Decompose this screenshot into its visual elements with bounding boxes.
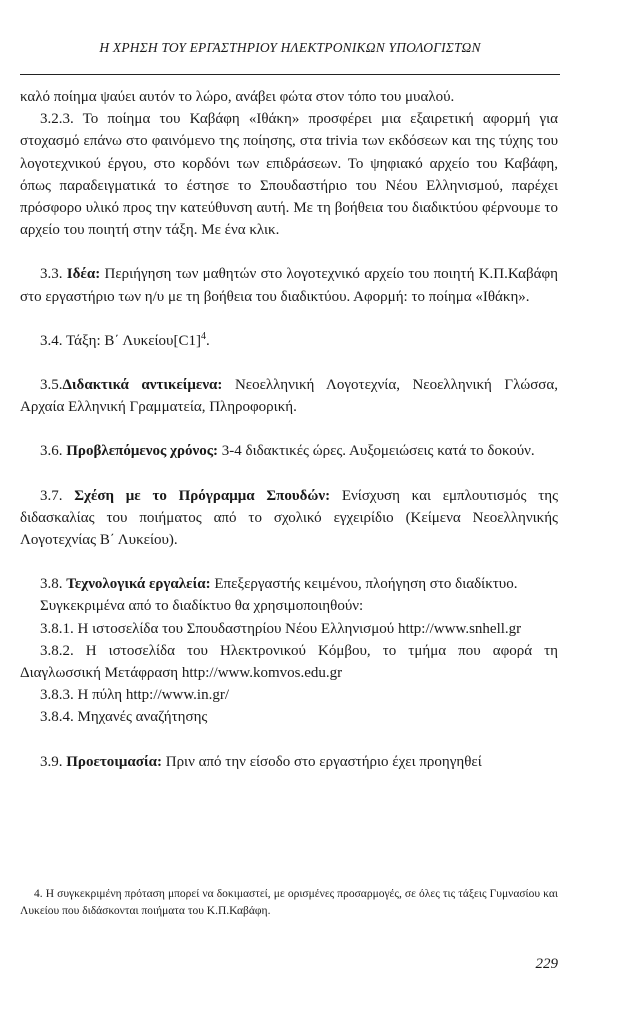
- paragraph-3-2-3: 3.2.3. Το ποίημα του Καβάφη «Ιθάκη» προσφέρει μια εξαιρετική αφορμή για στοχασμό επάνω στο φαινόμενο της ποίησης, στα trivia των εκδόσεων και της τύχης του λογοτεχνικού έργου, στο κορδόνι των επιδράσεων. Το ψηφιακό αρχείο του Καβάφη, όπως παραδειγματικά το έστησε το Σπουδαστήριο του Νέου Ελληνισμού, παρέχει πρόσφορο υλικό προς την κατεύθυνση αυτή. Με τη βοήθεια του διαδικτύου φέρνουμε το αρχείο του ποιητή στην τάξη. Με ένα κλικ.: [20, 111, 558, 239]
- section-3-3: [20, 263, 558, 307]
- running-header: Η ΧΡΗΣΗ ΤΟΥ ΕΡΓΑΣΤΗΡΙΟΥ ΗΛΕΚΤΡΟΝΙΚΩΝ ΥΠΟΛΟΓΙΣΤΩΝ: [99, 40, 481, 55]
- section-label: Σχέση με το Πρόγραμμα Σπουδών:: [74, 487, 331, 504]
- footnote: [20, 886, 558, 920]
- tool-item-3-8-3: 3.8.3. Η πύλη http://www.in.gr/: [40, 687, 230, 704]
- footnote-text: 4. Η συγκεκριμένη πρόταση μπορεί να δοκιμαστεί, με ορισμένες προσαρμογές, σε όλες τις τάξεις Γυμνασίου και Λυκείου που διδάσκονται ποιήματα του Κ.Π.Καβάφη.: [20, 888, 558, 917]
- page-number: 229: [535, 956, 558, 972]
- section-number: 3.7.: [40, 487, 63, 504]
- section-label: Προετοιμασία:: [66, 753, 162, 770]
- section-number: 3.6.: [40, 443, 63, 460]
- section-text: Πριν από την είσοδο στο εργαστήριο έχει προηγηθεί: [165, 753, 482, 770]
- header-rule: [20, 74, 560, 75]
- section-text: Νεοελληνική Λογοτεχνία, Νεοελληνική Γλώσσα, Αρχαία Ελληνική Γραμματεία, Πληροφορική.: [20, 377, 558, 416]
- section-3-7: [20, 485, 558, 552]
- tool-item-3-8-1: 3.8.1. Η ιστοσελίδα του Σπουδαστηρίου Νέου Ελληνισμού http://www.snhell.gr: [40, 620, 522, 637]
- section-3-5: [20, 374, 558, 418]
- tool-item-3-8-2: 3.8.2. Η ιστοσελίδα του Ηλεκτρονικού Κόμβου, το τμήμα που αφορά τη Διαγλωσσική Μετάφραση http://www.komvos.edu.gr: [20, 642, 558, 682]
- tools-intro: Συγκεκριμένα από το διαδίκτυο θα χρησιμοποιηθούν:: [40, 598, 364, 615]
- section-text: Επεξεργαστής κειμένου, πλοήγηση στο διαδίκτυο.: [214, 576, 518, 593]
- section-number: 3.8.: [40, 576, 63, 593]
- section-number: 3.9.: [40, 753, 63, 770]
- section-3-4: 3.4. Τάξη: Β΄ $\Lambda\upsilon\kappa\varepsilon ίo\upsilon[C1]^4$.: [40, 330, 210, 349]
- section-label: Διδακτικά αντικείμενα:: [62, 377, 223, 394]
- section-text: 3.4. Τάξη: Β΄ Λυκείου[C1]: [40, 332, 201, 349]
- section-text: Ενίσχυση και εμπλουτισμός της διδασκαλίας του ποιήματος από το σχολικό εγχειρίδιο (Κείμενα Νεοελληνικής Λογοτεχνίας Β΄ Λυκείου).: [20, 487, 559, 549]
- main-text: [20, 86, 558, 773]
- section-number: 3.3.: [40, 266, 63, 283]
- section-3-8: [20, 573, 558, 595]
- section-label: Ιδέα:: [66, 266, 101, 283]
- section-3-9: [20, 751, 558, 773]
- section-label: Προβλεπόμενος χρόνος:: [66, 443, 219, 460]
- section-number: 3.5.: [40, 377, 63, 394]
- section-3-6: [20, 440, 558, 462]
- footnote-ref: 4: [200, 330, 206, 342]
- section-text: 3-4 διδακτικές ώρες. Αυξομειώσεις κατά το δοκούν.: [221, 443, 535, 460]
- tool-item-3-8-4: 3.8.4. Μηχανές αναζήτησης: [40, 709, 208, 726]
- section-label: Τεχνολογικά εργαλεία:: [66, 576, 211, 593]
- section-text: Περιήγηση των μαθητών στο λογοτεχνικό αρχείο του ποιητή Κ.Π.Καβάφη στο εργαστήριο των η/υ με τη βοήθεια του διαδικτύου. Αφορμή: το ποίημα «Ιθάκη».: [20, 266, 559, 305]
- paragraph-continuation: καλό ποίημα ψαύει αυτόν το λώρο, ανάβει φώτα στον τόπο του μυαλού.: [20, 89, 455, 105]
